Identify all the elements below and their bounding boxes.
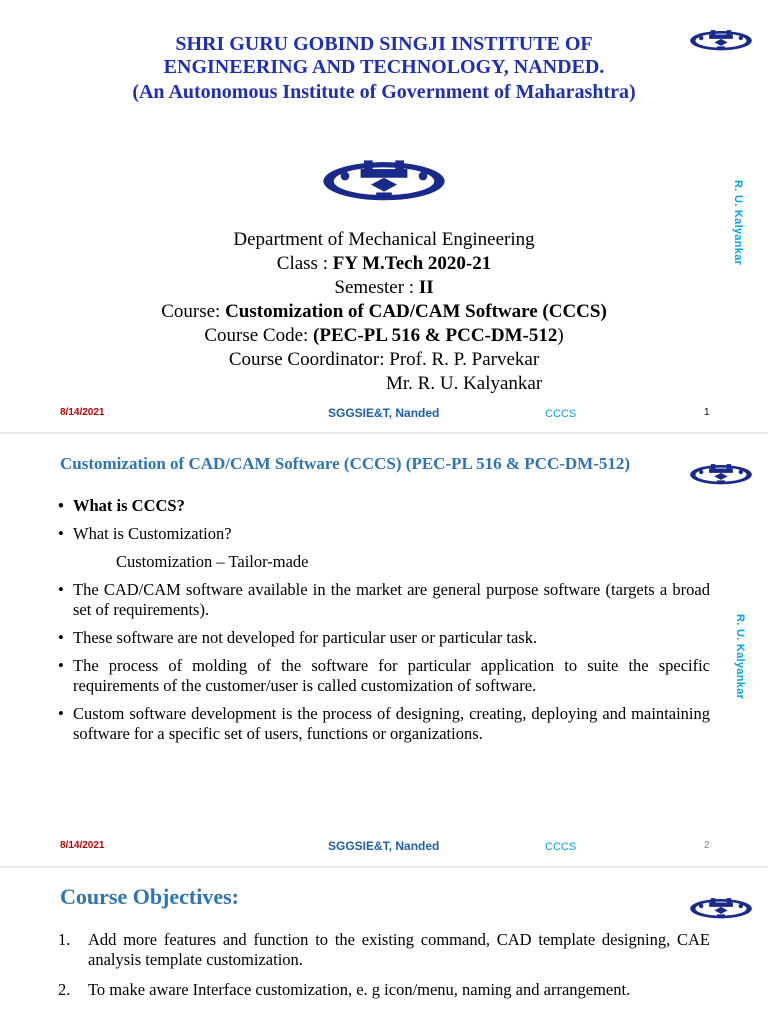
- class-label: Class :: [276, 253, 333, 274]
- footer-institute: SGGSIE&T, Nanded: [328, 406, 440, 420]
- institute-subtitle: (An Autonomous Institute of Government of Maharashtra): [132, 81, 636, 103]
- code-label: Course Code:: [204, 325, 314, 346]
- list-item: • The CAD/CAM software available in the market are general purpose software (targets a broad set of requirements).: [58, 580, 710, 619]
- slide-3: [0, 868, 768, 1024]
- institute-logo-icon: [688, 880, 754, 932]
- semester-value: II: [418, 277, 434, 298]
- page-number: 2: [704, 840, 710, 851]
- course-value: Customization of CAD/CAM Software (CCCS): [225, 301, 607, 322]
- page-number: 1: [704, 407, 710, 418]
- footer-course-code: CCCS: [545, 408, 577, 420]
- list-item: • These software are not developed for particular user or particular task.: [58, 628, 538, 647]
- list-item: • What is Customization?: [58, 524, 232, 543]
- course-code-line: [80, 324, 688, 348]
- course-line: [80, 300, 688, 324]
- institute-logo-icon: [688, 12, 754, 64]
- footer-course-code: CCCS: [545, 841, 577, 853]
- coordinator-line2: Mr. R. U. Kalyankar: [386, 373, 543, 394]
- list-item: 1. Add more features and function to the existing command, CAD template designing, CAE analysis template customization.: [58, 930, 710, 969]
- institute-logo-icon: [688, 446, 754, 498]
- slide-title: Course Objectives:: [60, 884, 240, 909]
- objectives-list: [58, 930, 710, 1010]
- slide-title: Customization of CAD/CAM Software (CCCS) (PEC-PL 516 & PCC-DM-512): [60, 454, 631, 473]
- code-value: (PEC-PL 516 & PCC-DM-512: [313, 325, 558, 346]
- list-item: • Custom software development is the process of designing, creating, deploying and maintaining software for a specific set of users, functions or organizations.: [58, 704, 710, 743]
- bullet-list: [58, 496, 710, 752]
- list-item: • What is CCCS?: [58, 496, 185, 515]
- institute-name-line1: SHRI GURU GOBIND SINGJI INSTITUTE OF: [175, 33, 593, 55]
- footer-date: 8/14/2021: [60, 407, 105, 418]
- department: Department of Mechanical Engineering: [233, 229, 535, 250]
- course-label: Course:: [161, 301, 226, 322]
- semester-label: Semester :: [334, 277, 419, 298]
- slide-1: [0, 0, 768, 432]
- code-close: ): [557, 325, 564, 346]
- institute-name-line2: ENGINEERING AND TECHNOLOGY, NANDED.: [163, 56, 605, 78]
- footer-institute: SGGSIE&T, Nanded: [328, 839, 440, 853]
- institute-emblem-icon: [310, 150, 458, 202]
- coordinator-line: Course Coordinator: Prof. R. P. Parvekar: [228, 349, 540, 370]
- side-author: R. U. Kalyankar: [732, 180, 744, 266]
- list-item: • The process of molding of the software for particular application to suite the specific requirements of the customer/user is called customization of software.: [58, 656, 710, 695]
- slide-2: [0, 434, 768, 866]
- class-line: [80, 252, 688, 276]
- list-subitem: Customization – Tailor-made: [116, 552, 309, 571]
- footer-date: 8/14/2021: [60, 840, 105, 851]
- side-author: R. U. Kalyankar: [734, 614, 746, 700]
- class-value: FY M.Tech 2020-21: [332, 253, 492, 274]
- list-item: 2. To make aware Interface customization, e. g icon/menu, naming and arrangement.: [58, 980, 631, 999]
- semester-line: [80, 276, 688, 300]
